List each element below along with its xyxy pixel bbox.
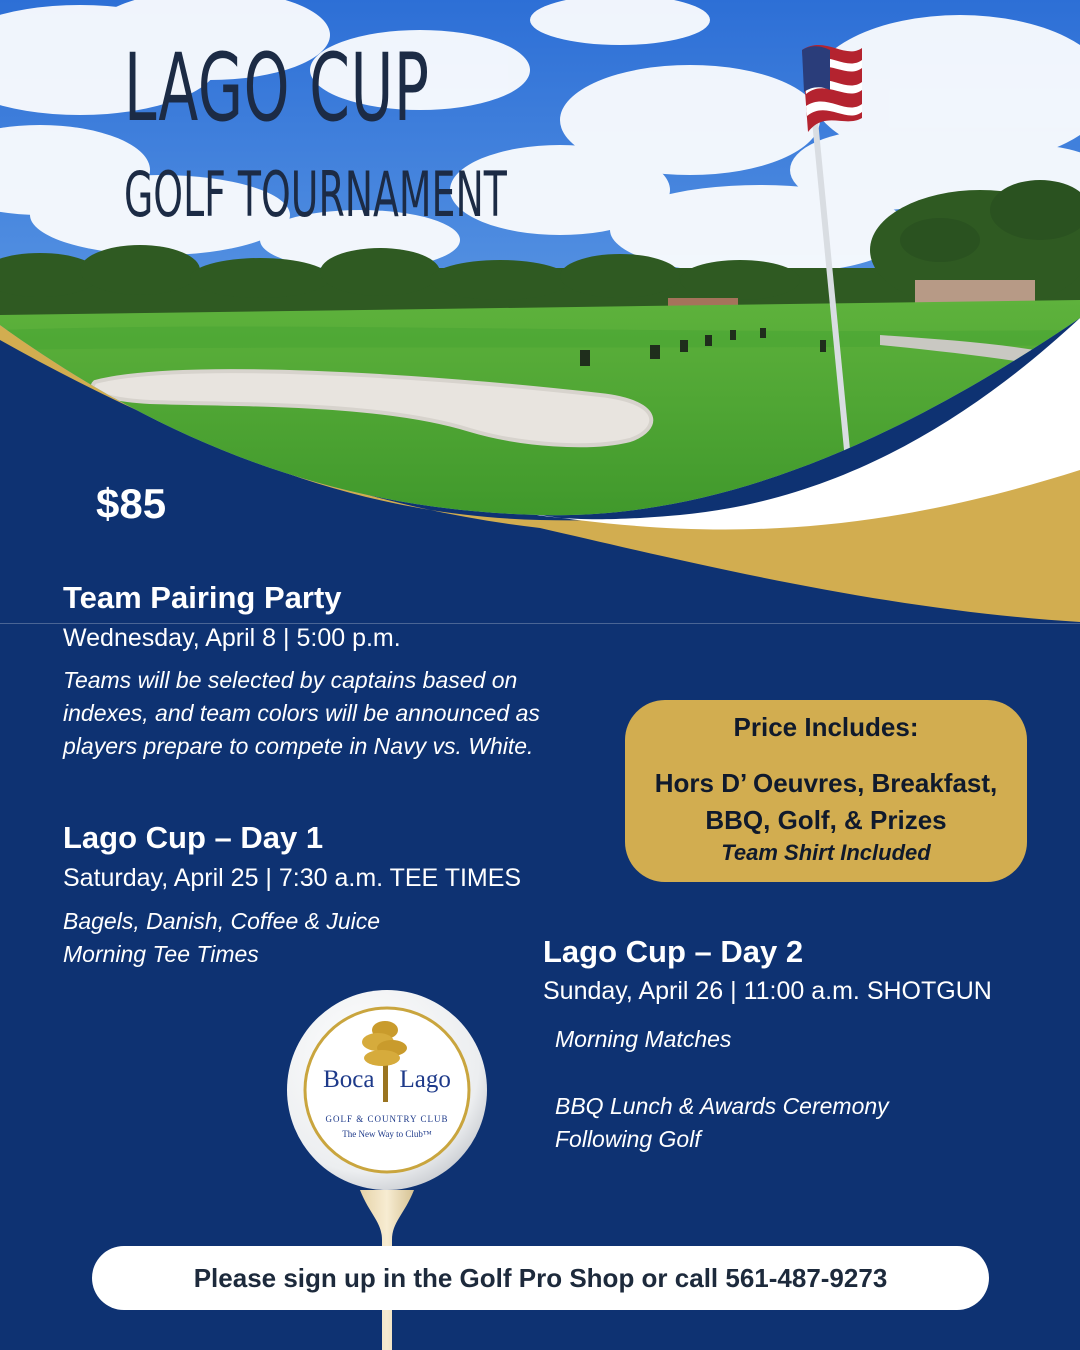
price-includes-items: [625, 765, 1027, 839]
day1-when: Saturday, April 25 | 7:30 a.m. TEE TIMES: [63, 864, 522, 892]
event-title: LAGO CUP: [124, 34, 430, 143]
team-shirt-note: Team Shirt Included: [721, 840, 931, 865]
logo-tagline: The New Way to Club™: [342, 1129, 432, 1139]
logo-name-left: Boca: [323, 1066, 375, 1093]
event-subtitle: GOLF TOURNAMENT: [124, 158, 507, 231]
pairing-description: [63, 664, 623, 763]
logo-name-right: Lago: [399, 1066, 451, 1093]
day1-detail-line: Morning Tee Times: [63, 941, 259, 967]
pairing-desc-line: players prepare to compete in Navy vs. White.: [63, 733, 534, 759]
price-includes-box: [625, 700, 1027, 882]
signup-banner: Please sign up in the Golf Pro Shop or call 561-487-9273: [92, 1246, 989, 1310]
day1-detail-line: Bagels, Danish, Coffee & Juice: [63, 908, 381, 934]
logo-name: [282, 1066, 492, 1094]
pairing-desc-line: indexes, and team colors will be announced as: [63, 700, 540, 726]
price-includes-line: Hors D’ Oeuvres, Breakfast,: [654, 768, 998, 798]
day2-when: Sunday, April 26 | 11:00 a.m. SHOTGUN: [543, 977, 992, 1005]
day2-line-matches: Morning Matches: [555, 1026, 732, 1052]
day2-line-bbq: BBQ Lunch & Awards Ceremony: [555, 1093, 889, 1119]
day2-line-following: Following Golf: [555, 1126, 701, 1152]
day1-details: [63, 905, 380, 971]
price-includes-line: BBQ, Golf, & Prizes: [705, 805, 947, 835]
pairing-when: Wednesday, April 8 | 5:00 p.m.: [63, 624, 401, 652]
day1-title: Lago Cup – Day 1: [63, 820, 324, 855]
price-label: $85: [96, 480, 167, 527]
pairing-title: Team Pairing Party: [63, 580, 342, 615]
pairing-desc-line: Teams will be selected by captains based on: [63, 667, 518, 693]
price-includes-title: Price Includes:: [733, 712, 919, 742]
day2-title: Lago Cup – Day 2: [543, 934, 804, 969]
logo-club-line: GOLF & COUNTRY CLUB: [325, 1114, 449, 1124]
